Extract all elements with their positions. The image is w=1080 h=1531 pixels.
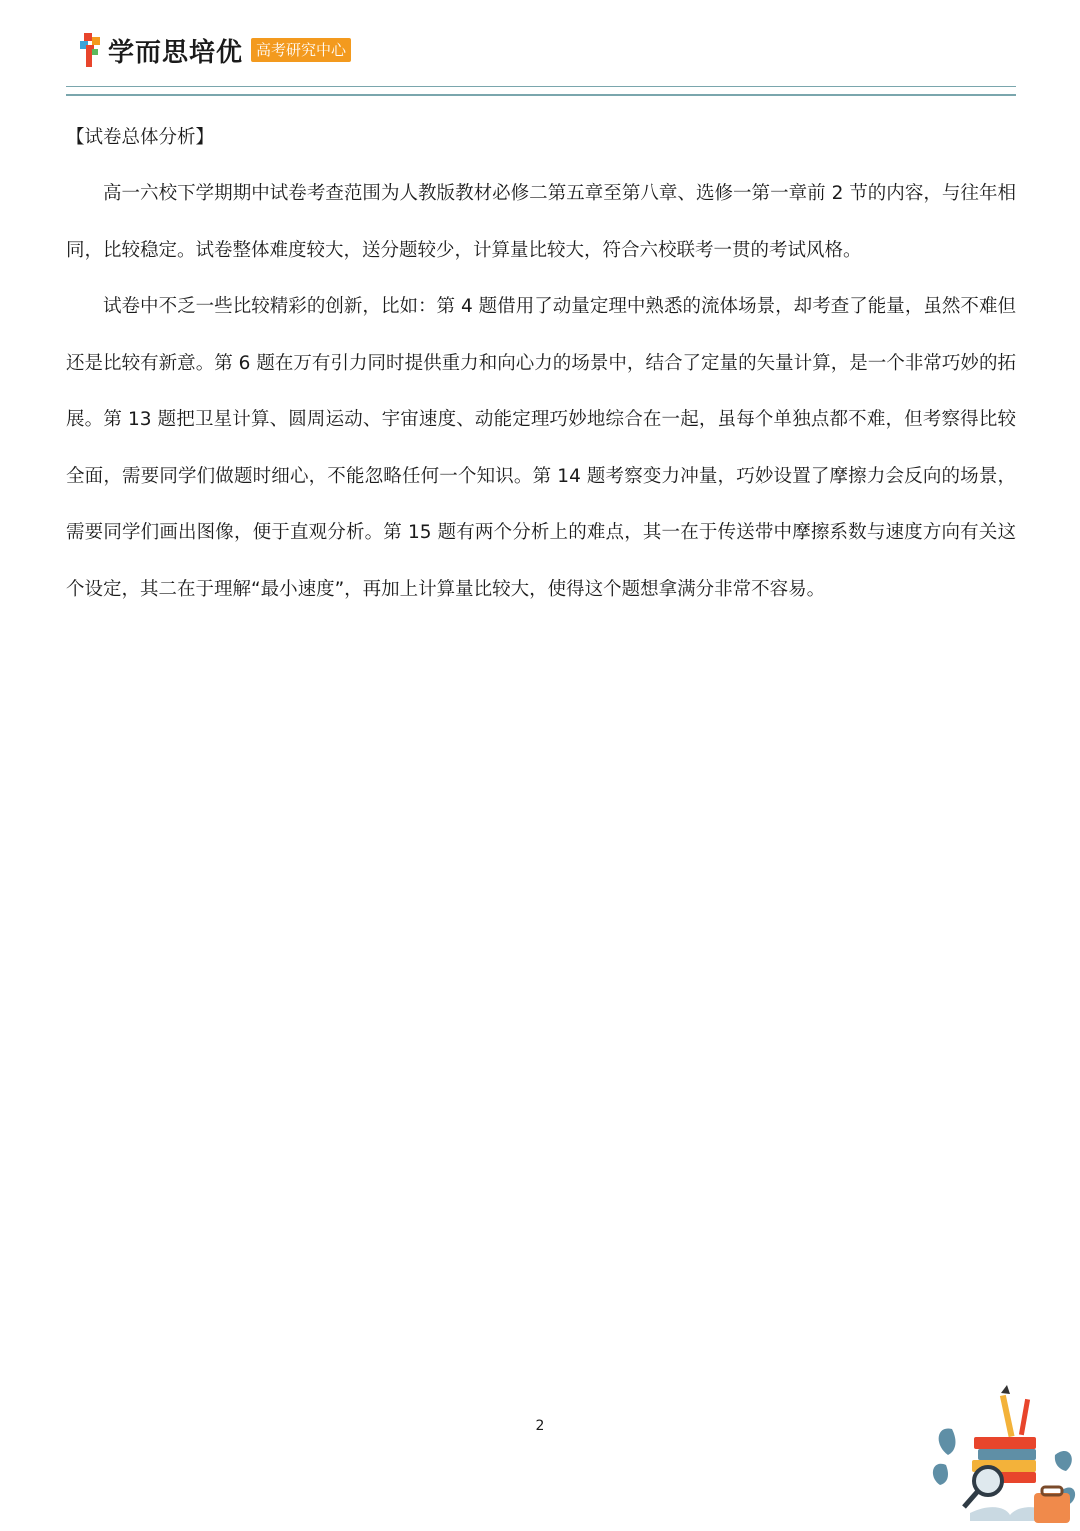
books-illustration-icon — [930, 1385, 1080, 1527]
brand-name: 学而思培优 — [108, 37, 244, 68]
section-title: 【试卷总体分析】 — [66, 127, 215, 148]
brand-logo-icon — [78, 31, 104, 69]
paragraph-1: 高一六校下学期期中试卷考查范围为人教版教材必修二第五章至第八章、选修一第一章前 2 节的内容，与往年相同，比较稳定。试卷整体难度较大，送分题较少，计算量比较大，符合六校联考一贯的考试风格。 — [66, 183, 1016, 261]
header-rule-thin — [66, 86, 1016, 87]
document-body — [66, 120, 1016, 618]
paragraph-2: 试卷中不乏一些比较精彩的创新，比如：第 4 题借用了动量定理中熟悉的流体场景，却考查了能量，虽然不难但还是比较有新意。第 6 题在万有引力同时提供重力和向心力的场景中，结合了定量的矢量计算，是一个非常巧妙的拓展。第 13 题把卫星计算、圆周运动、宇宙速度、动能定理巧妙地综合在一起，虽每个单独点都不难，但考察得比较全面，需要同学们做题时细心，不能忽略任何一个知识。第 14 题考察变力冲量，巧妙设置了摩擦力会反向的场景，需要同学们画出图像，便于直观分析。第 15 题有两个分析上的难点，其一在于传送带中摩擦系数与速度方向有关这个设定，其二在于理解“最小速度”，再加上计算量比较大，使得这个题想拿满分非常不容易。 — [66, 296, 1016, 600]
header — [78, 30, 351, 70]
header-rule-thick — [66, 94, 1016, 96]
page-number: 2 — [535, 1418, 545, 1434]
brand-badge: 高考研究中心 — [251, 38, 351, 62]
